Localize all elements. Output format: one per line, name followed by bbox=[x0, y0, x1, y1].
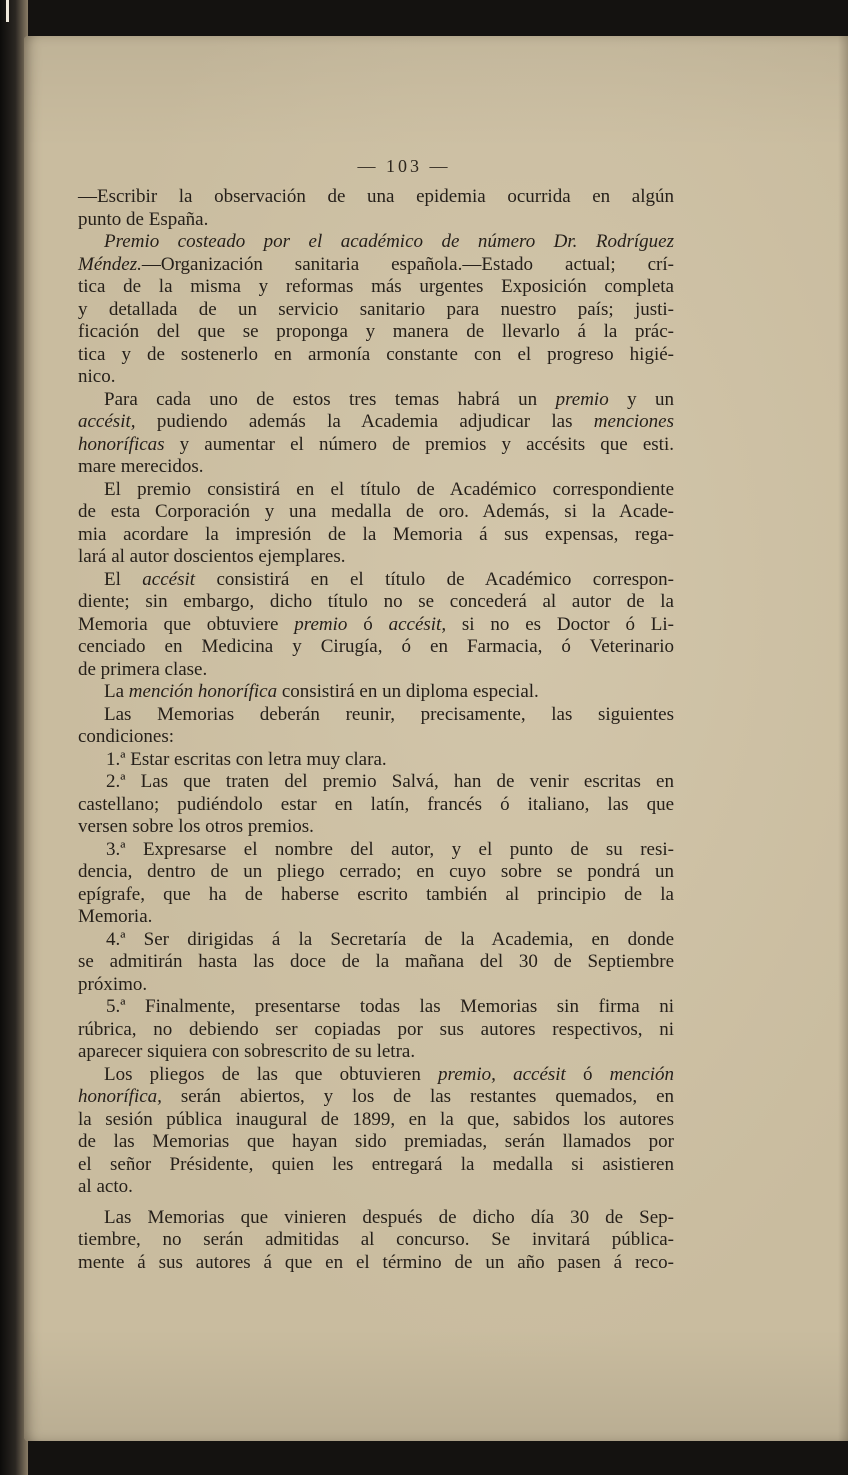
italic-text: honorífica, bbox=[78, 1086, 162, 1107]
italic-text: accésit, bbox=[78, 411, 136, 432]
text-line bbox=[78, 681, 674, 704]
text-line bbox=[78, 659, 674, 682]
text-segment: Las Memorias que vinieren después de dicho día 30 de Sep- bbox=[104, 1206, 674, 1228]
text-line bbox=[78, 456, 674, 479]
text-line bbox=[78, 479, 674, 502]
text-segment: y un bbox=[608, 388, 675, 410]
text-line bbox=[78, 1207, 674, 1230]
text-line bbox=[78, 186, 674, 209]
text-line bbox=[78, 1019, 674, 1042]
text-segment: —Organización sanitaria española.—Estado actual; crí- bbox=[141, 253, 674, 275]
text-segment: consistirá en un diploma especial. bbox=[277, 681, 539, 702]
text-segment: 5.ª Finalmente, presentarse todas las Memorias sin firma ni bbox=[106, 996, 674, 1017]
text-line bbox=[78, 861, 674, 884]
text-segment: consistirá en el título de Académico correspon- bbox=[195, 568, 674, 590]
text-line bbox=[78, 1109, 674, 1132]
text-line bbox=[78, 434, 674, 457]
text-line bbox=[78, 749, 674, 772]
text-segment: epígrafe, que ha de haberse escrito también al principio de la bbox=[78, 883, 674, 905]
text-line bbox=[78, 816, 674, 839]
italic-text: Premio costeado por el académico de número Dr. Rodríguez bbox=[104, 231, 674, 252]
text-segment: versen sobre los otros premios. bbox=[78, 816, 314, 837]
text-line bbox=[78, 951, 674, 974]
text-line bbox=[78, 524, 674, 547]
text-line bbox=[78, 276, 674, 299]
text-line bbox=[78, 1064, 674, 1087]
text-segment: El bbox=[104, 568, 143, 590]
text-segment: ó bbox=[565, 1063, 610, 1085]
text-segment: Para cada uno de estos tres temas habrá un bbox=[104, 388, 556, 410]
text-line bbox=[78, 569, 674, 592]
text-segment: mente á sus autores á que en el término de un año pasen á reco- bbox=[78, 1251, 674, 1273]
text-line bbox=[78, 1229, 674, 1252]
text-line bbox=[78, 839, 674, 862]
italic-text: premio bbox=[555, 388, 609, 410]
text-segment: serán abiertos, y los de las restantes quemados, en bbox=[161, 1086, 674, 1107]
text-segment: lará al autor doscientos ejemplares. bbox=[78, 546, 346, 567]
text-segment: —Escribir la observación de una epidemia ocurrida en algún bbox=[78, 186, 674, 207]
text-segment: 2.ª Las que traten del premio Salvá, han de venir escritas en bbox=[106, 771, 674, 792]
text-line bbox=[78, 591, 674, 614]
text-line bbox=[78, 1086, 674, 1109]
page-number: — 103 — bbox=[357, 156, 451, 176]
text-line bbox=[78, 974, 674, 997]
text-segment: Las Memorias deberán reunir, precisamente, las siguientes bbox=[104, 703, 674, 725]
scan-edge-mark bbox=[6, 0, 9, 22]
text-line bbox=[78, 299, 674, 322]
text-line bbox=[78, 546, 674, 569]
text-line bbox=[78, 254, 674, 277]
text-segment: castellano; pudiéndolo estar en latín, francés ó italiano, las que bbox=[78, 793, 674, 815]
text-segment: se admitirán hasta las doce de la mañana del 30 de Septiembre bbox=[78, 951, 674, 972]
text-segment: Los pliegos de las que obtuvieren bbox=[104, 1063, 439, 1085]
text-segment: 1.ª Estar escritas con letra muy clara. bbox=[106, 748, 387, 770]
text-segment: si no es Doctor ó Li- bbox=[446, 613, 674, 635]
text-segment: diente; sin embargo, dicho título no se concederá al autor de la bbox=[78, 591, 674, 612]
text-segment: Memoria. bbox=[78, 906, 153, 927]
text-segment: punto de España. bbox=[78, 208, 209, 230]
text-line bbox=[78, 794, 674, 817]
text-segment: de primera clase. bbox=[78, 658, 208, 680]
text-line bbox=[78, 231, 674, 254]
italic-text: Méndez. bbox=[78, 253, 142, 275]
text-line bbox=[78, 1041, 674, 1064]
italic-text: accésit bbox=[142, 568, 196, 590]
text-segment: ficación del que se proponga y manera de llevarlo á la prác- bbox=[78, 321, 674, 342]
text-line bbox=[78, 501, 674, 524]
text-line bbox=[78, 1252, 674, 1275]
text-segment: de esta Corporación y una medalla de oro. Además, si la Acade- bbox=[78, 501, 674, 522]
text-segment: rúbrica, no debiendo ser copiadas por sus autores respectivos, ni bbox=[78, 1018, 674, 1040]
body-text bbox=[78, 186, 674, 1274]
text-segment: pudiendo además la Academia adjudicar las bbox=[135, 411, 594, 432]
text-segment: La bbox=[104, 681, 129, 702]
text-line bbox=[78, 411, 674, 434]
text-segment: al acto. bbox=[78, 1176, 133, 1197]
text-segment: mare merecidos. bbox=[78, 456, 204, 477]
text-line bbox=[78, 884, 674, 907]
text-line bbox=[78, 1176, 674, 1199]
text-line bbox=[78, 1131, 674, 1154]
text-segment: Memoria que obtuviere bbox=[78, 613, 295, 635]
italic-text: premio bbox=[294, 613, 348, 635]
italic-text: premio, accésit bbox=[438, 1063, 566, 1085]
text-segment: mia acordare la impresión de la Memoria á sus expensas, rega- bbox=[78, 523, 674, 545]
text-line bbox=[78, 209, 674, 232]
text-line bbox=[78, 366, 674, 389]
text-segment: y detallada de un servicio sanitario para nuestro país; justi- bbox=[78, 298, 674, 320]
page-fore-edge bbox=[838, 36, 848, 1441]
text-segment: 4.ª Ser dirigidas á la Secretaría de la Academia, en donde bbox=[106, 928, 674, 950]
text-segment: la sesión pública inaugural de 1899, en la que, sabidos los autores bbox=[78, 1108, 674, 1130]
text-line bbox=[78, 771, 674, 794]
italic-text: mención bbox=[609, 1063, 675, 1085]
text-line bbox=[78, 389, 674, 412]
text-segment: de las Memorias que hayan sido premiadas, serán llamados por bbox=[78, 1131, 674, 1152]
italic-text: honoríficas bbox=[78, 433, 165, 455]
text-segment: 3.ª Expresarse el nombre del autor, y el punto de su resi- bbox=[106, 838, 674, 860]
text-line bbox=[78, 704, 674, 727]
text-line bbox=[78, 1154, 674, 1177]
text-segment: y aumentar el número de premios y accésits que esti. bbox=[164, 433, 674, 455]
italic-text: mención honorífica bbox=[128, 681, 278, 702]
text-segment: tica de la misma y reformas más urgentes Exposición completa bbox=[78, 276, 674, 297]
italic-text: menciones bbox=[593, 411, 674, 432]
text-line bbox=[78, 636, 674, 659]
text-line bbox=[78, 996, 674, 1019]
text-line bbox=[78, 906, 674, 929]
paragraph-gap bbox=[78, 1199, 674, 1207]
text-segment: condiciones: bbox=[78, 726, 175, 747]
text-line bbox=[78, 344, 674, 367]
text-segment: aparecer siquiera con sobrescrito de su letra. bbox=[78, 1041, 416, 1062]
text-line bbox=[78, 321, 674, 344]
text-segment: tiembre, no serán admitidas al concurso. Se invitará pública- bbox=[78, 1229, 674, 1250]
text-segment: cenciado en Medicina y Cirugía, ó en Farmacia, ó Veterinario bbox=[78, 636, 674, 657]
text-line bbox=[78, 614, 674, 637]
text-segment: ó bbox=[347, 613, 389, 635]
text-segment: tica y de sostenerlo en armonía constante con el progreso higié- bbox=[78, 343, 674, 365]
text-segment: El premio consistirá en el título de Académico correspondiente bbox=[104, 478, 674, 500]
text-line bbox=[78, 726, 674, 749]
italic-text: accésit, bbox=[388, 613, 447, 635]
text-line bbox=[78, 929, 674, 952]
text-segment: nico. bbox=[78, 366, 116, 387]
text-segment: dencia, dentro de un pliego cerrado; en cuyo sobre se pondrá un bbox=[78, 861, 674, 882]
text-segment: próximo. bbox=[78, 973, 148, 995]
text-segment: el señor Présidente, quien les entregará la medalla si asistieren bbox=[78, 1153, 674, 1175]
